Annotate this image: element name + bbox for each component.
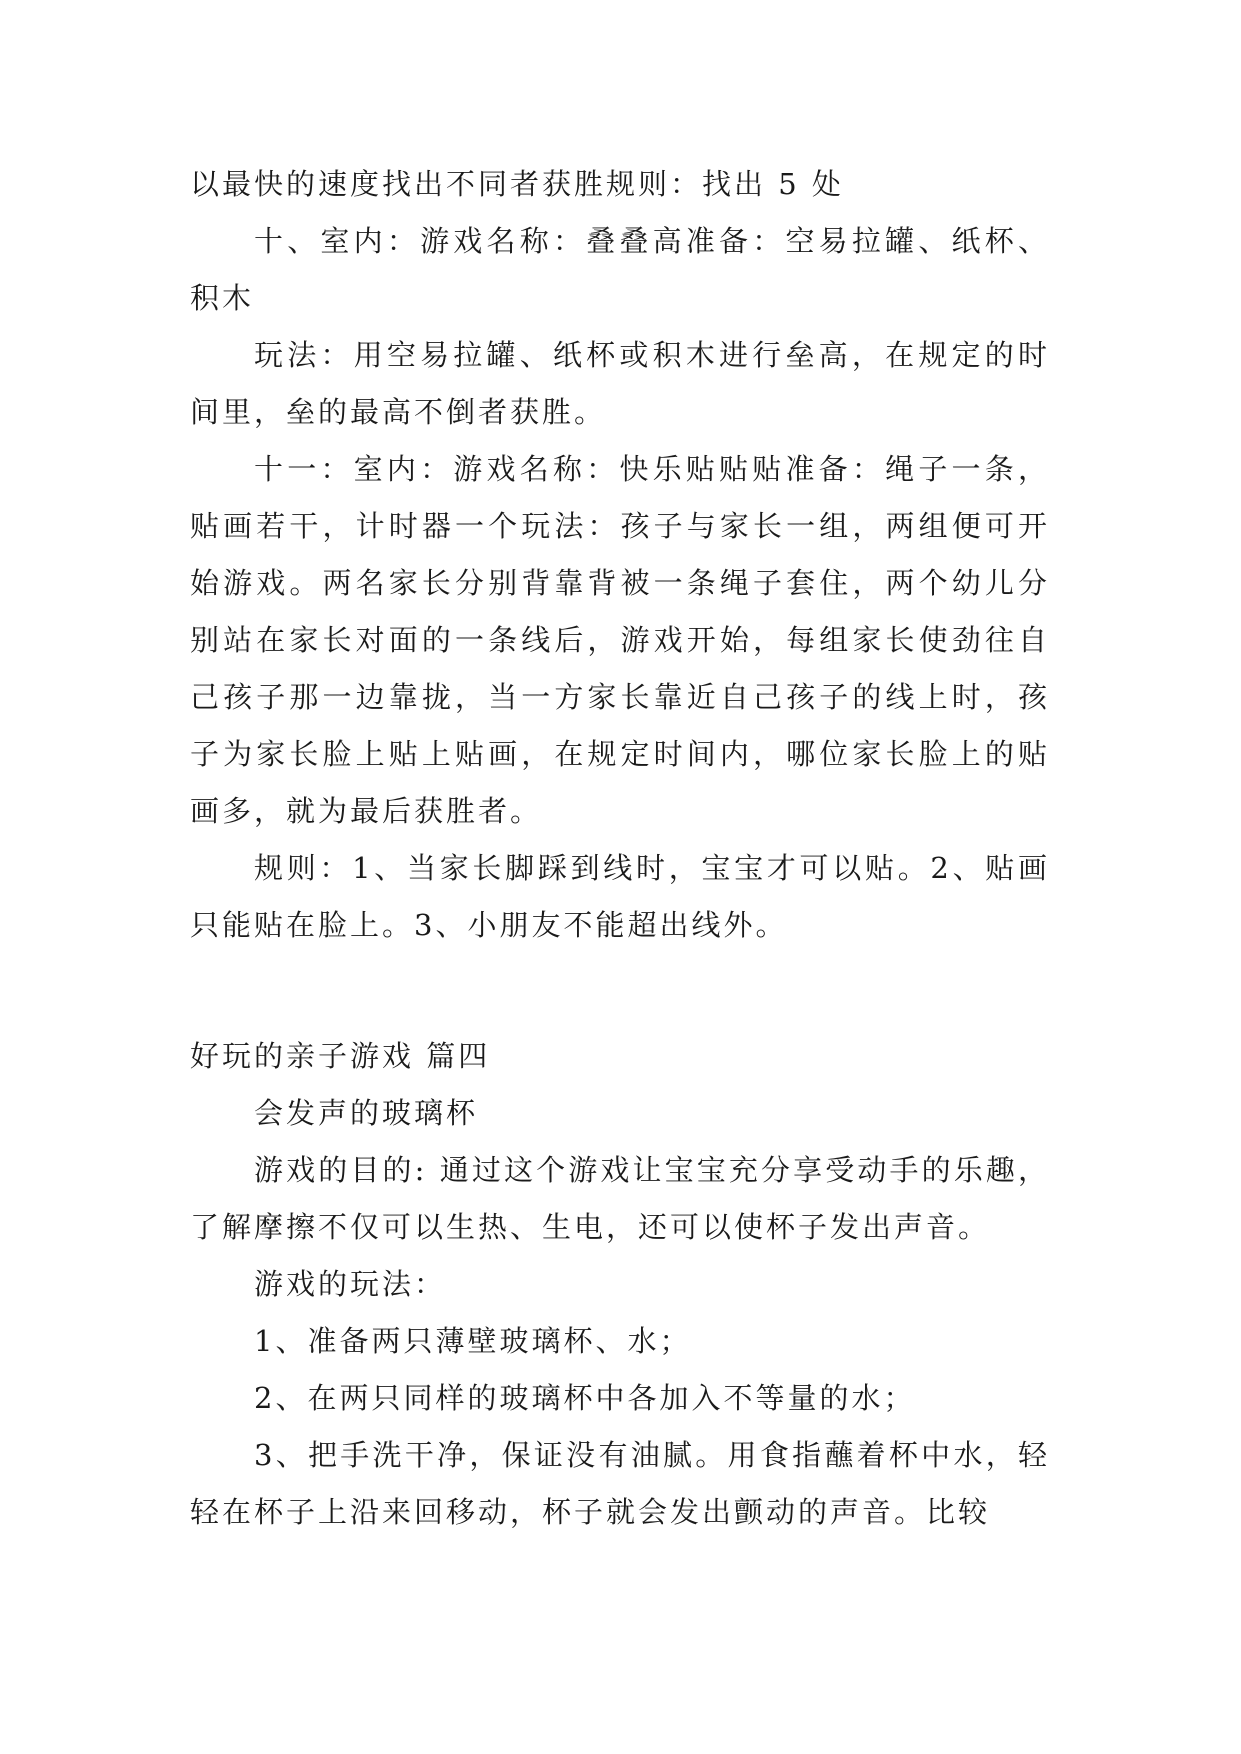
paragraph-game-purpose: 游戏的目的: 通过这个游戏让宝宝充分享受动手的乐趣，了解摩擦不仅可以生热、生电，还可以使杯子发出声音。 (190, 1153, 1050, 1244)
paragraph-play-heading: 游戏的玩法： (254, 1267, 447, 1301)
paragraph-rule-find-five: 以最快的速度找出不同者获胜规则：找出 5 处 (190, 167, 844, 201)
list-item-step-3: 3、把手洗干净，保证没有油腻。用食指蘸着杯中水，轻轻在杯子上沿来回移动，杯子就会发出颤动的声音。比较 (190, 1438, 1050, 1529)
game-title: 会发声的玻璃杯 (254, 1096, 479, 1130)
section-part-four (190, 1028, 1050, 1541)
list-item-step-1: 1、准备两只薄壁玻璃杯、水； (254, 1324, 692, 1358)
paragraph-game-ten: 十、室内：游戏名称：叠叠高准备：空易拉罐、纸杯、积木 (190, 224, 1050, 315)
paragraph-game-eleven: 十一：室内：游戏名称：快乐贴贴贴准备：绳子一条，贴画若干，计时器一个玩法：孩子与家长一组，两组便可开始游戏。两名家长分别背靠背被一条绳子套住，两个幼儿分别站在家长对面的一条线后，游戏开始，每组家长使劲往自己孩子那一边靠拢，当一方家长靠近自己孩子的线上时，孩子为家长脸上贴上贴画，在规定时间内，哪位家长脸上的贴画多，就为最后获胜者。 (190, 452, 1050, 828)
list-item-step-2: 2、在两只同样的玻璃杯中各加入不等量的水； (254, 1381, 916, 1415)
section-heading: 好玩的亲子游戏 篇四 (190, 1039, 491, 1073)
paragraph-game-eleven-rules: 规则：1、当家长脚踩到线时，宝宝才可以贴。2、贴画只能贴在脸上。3、小朋友不能超出线外。 (190, 851, 1050, 942)
section-games-ten-eleven (190, 156, 1050, 954)
paragraph-game-ten-play: 玩法：用空易拉罐、纸杯或积木进行垒高，在规定的时间里，垒的最高不倒者获胜。 (190, 338, 1050, 429)
